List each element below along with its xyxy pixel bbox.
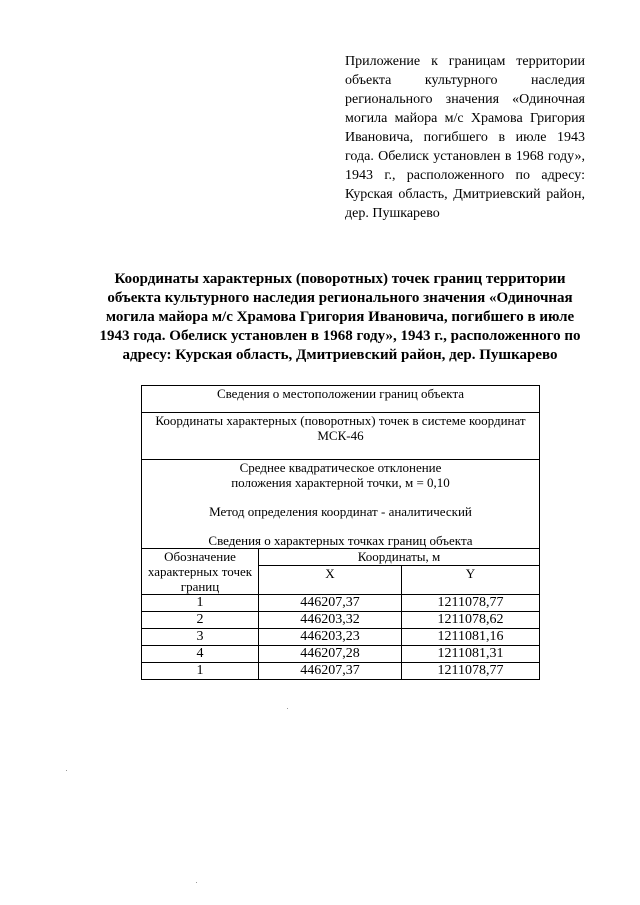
point-id: 4 [142,646,259,663]
location-header: Сведения о местоположении границ объекта [142,386,540,413]
table-row [142,612,540,629]
rms-line-1: Среднее квадратическое отклонение [239,460,442,475]
x-value: 446207,28 [259,646,402,663]
table-row [142,663,540,680]
point-id: 1 [142,595,259,612]
x-value: 446207,37 [259,595,402,612]
y-value: 1211078,77 [402,595,540,612]
scan-speck [287,708,288,709]
x-header: X [259,566,402,595]
table-row [142,595,540,612]
point-id: 2 [142,612,259,629]
y-header: Y [402,566,540,595]
method-line: Метод определения координат - аналитический [209,504,472,519]
y-value: 1211081,16 [402,629,540,646]
y-value: 1211081,31 [402,646,540,663]
coordinate-system: Координаты характерных (поворотных) точек в системе координат МСК-46 [142,413,540,460]
coordinates-table [141,385,540,680]
accuracy-info [142,460,540,549]
y-value: 1211078,77 [402,663,540,680]
x-value: 446203,32 [259,612,402,629]
spacer [144,519,537,533]
rms-line-2: положения характерной точки, м = 0,10 [231,475,450,490]
coordinates-header: Координаты, м [259,549,540,566]
table-row [142,629,540,646]
spacer [144,490,537,504]
designation-header: Обозначение характерных точек границ [142,549,259,595]
point-id: 1 [142,663,259,680]
x-value: 446203,23 [259,629,402,646]
scan-speck [66,770,67,771]
annex-note: Приложение к границам территории объекта культурного наследия регионального значения «Одиночная могила майора м/с Храмова Григория Ивановича, погибшего в июле 1943 года. Обелиск установлен в 1968 году», 1943 г., расположенного по адресу: Курская область, Дмитриевский район, дер. Пушкарево [345,54,585,221]
document-title: Координаты характерных (поворотных) точек границ территории объекта культурного наследия регионального значения «Одиночная могила майора м/с Храмова Григория Ивановича, погибшего в июле 1943 года. Обелиск установлен в 1968 году», 1943 г., расположенного по адресу: Курская область, Дмитриевский район, дер. Пушкарево [99,271,581,363]
table-row [142,646,540,663]
points-info: Сведения о характерных точках границ объекта [208,533,473,548]
y-value: 1211078,62 [402,612,540,629]
x-value: 446207,37 [259,663,402,680]
scan-speck [196,882,197,883]
point-id: 3 [142,629,259,646]
